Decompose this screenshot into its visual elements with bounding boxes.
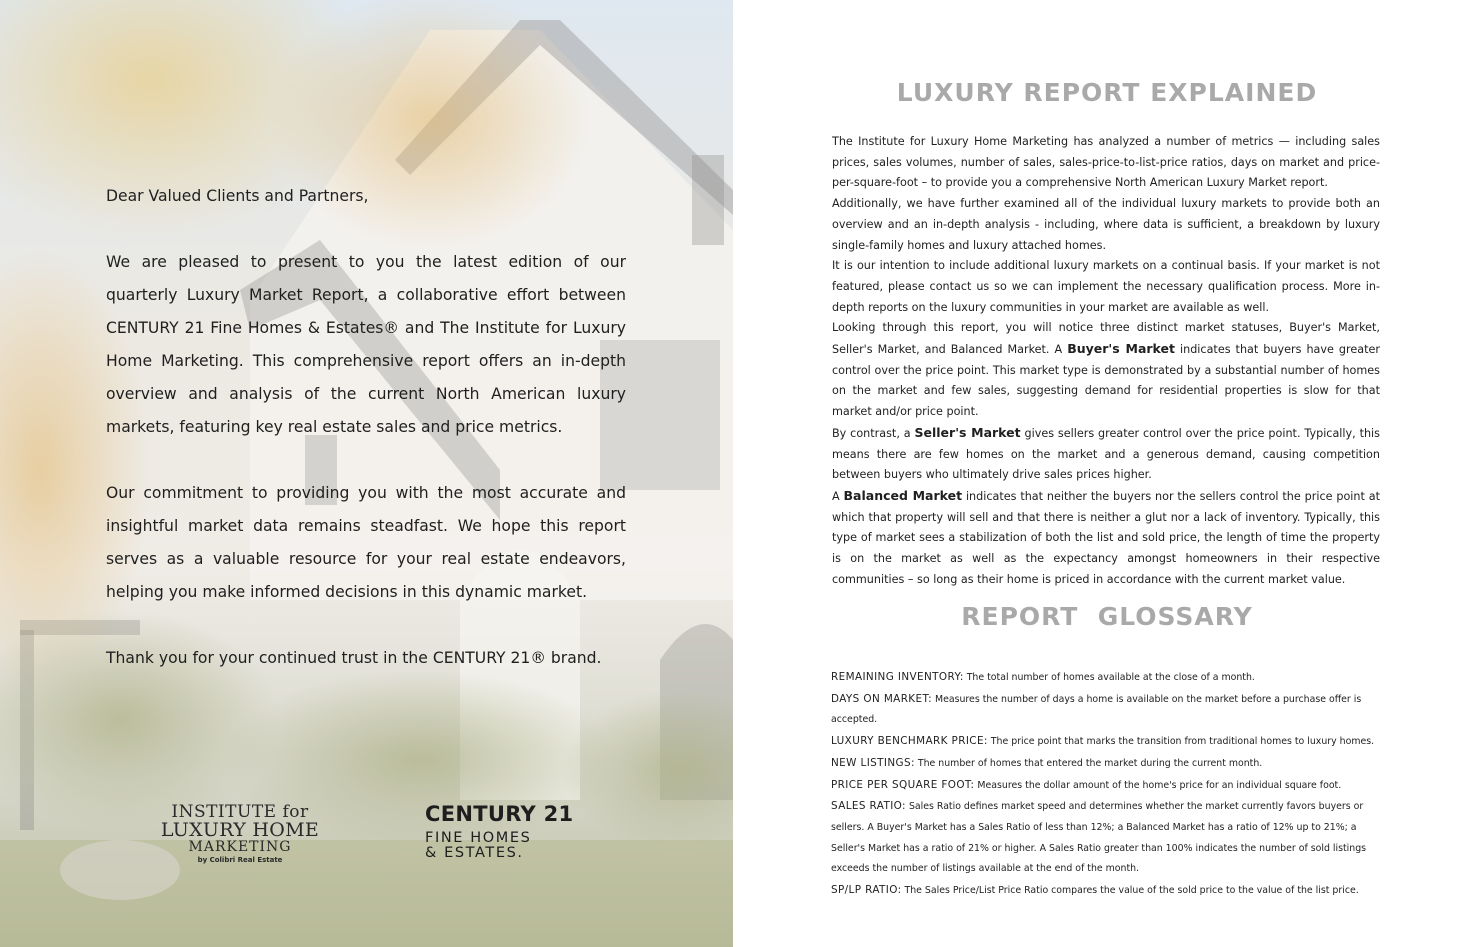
glossary-item [831, 689, 1383, 731]
letter-salutation: Dear Valued Clients and Partners, [106, 187, 369, 205]
glossary-item [831, 753, 1383, 775]
glossary-term: SALES RATIO: [831, 800, 906, 813]
letter-paragraph-2: Our commitment to providing you with the most accurate and insightful market data remains steadfast. We hope this report serves as a valuable resource for your real estate endeavors, helping you make informed decisions in this dynamic market. [106, 484, 626, 601]
glossary-item [831, 731, 1383, 753]
report-glossary-title: REPORT GLOSSARY [961, 602, 1253, 631]
glossary-term: NEW LISTINGS: [831, 756, 915, 769]
glossary-list [831, 667, 1383, 902]
glossary-definition: The price point that marks the transition from traditional homes to luxury homes. [987, 736, 1375, 748]
century21-logo-line-3: & ESTATES. [425, 844, 524, 861]
explained-p6-text-a: A [832, 489, 844, 503]
glossary-item [831, 880, 1383, 902]
institute-logo-line-1: INSTITUTE for [171, 802, 309, 822]
glossary-item [831, 775, 1383, 797]
glossary-term: REMAINING INVENTORY: [831, 671, 964, 683]
century21-logo-line-2: FINE HOMES [425, 830, 532, 846]
institute-logo-line-2: LUXURY HOME [160, 819, 320, 841]
letter-paragraph-1: We are pleased to present to you the latest edition of our quarterly Luxury Market Report, a collaborative effort between CENTURY 21 Fine Homes & Estates® and The Institute for Luxury Home Marketing. This comprehensive report offers an in-depth overview and analysis of the current North American luxury markets, featuring key real estate sales and price metrics. [106, 253, 626, 436]
buyers-market-term: Buyer's Market [1067, 341, 1175, 357]
glossary-definition: Measures the number of days a home is available on the market before a purchase offer is accepted. [831, 693, 1362, 726]
right-page [733, 0, 1465, 947]
glossary-item [831, 667, 1383, 689]
glossary-definition: Sales Ratio defines market speed and determines whether the market currently favors buyers or sellers. A Buyer's Market has a Sales Ratio of less than 12%; a Balanced Market has a ratio of 12% up to 21%; a Seller's Market has a ratio of 21% or higher. A Sales Ratio greater than 100% indicates the number of sold listings exceeds the number of listings available at the end of the month. [831, 801, 1367, 875]
explained-paragraph-2: Additionally, we have further examined all of the individual luxury markets to provide both an overview and an in-depth analysis - including, where data is sufficient, a breakdown by luxury single-family homes and luxury attached homes. [832, 197, 1380, 252]
institute-logo-line-4: by Colibri Real Estate [197, 856, 283, 864]
explained-p4-text-b: indicates that buyers have greater control over the price point. This market type is demonstrated by a substantial number of homes on the market and few sales, suggesting demand for residential properties is slow for that market and/or price point. [832, 343, 1380, 419]
explained-paragraph-6 [832, 486, 1380, 591]
glossary-term: PRICE PER SQUARE FOOT: [831, 778, 975, 791]
institute-luxury-home-marketing-logo [150, 804, 330, 864]
glossary-definition: The number of homes that entered the market during the current month. [914, 757, 1263, 769]
sellers-market-term: Seller's Market [914, 424, 1021, 440]
welcome-letter [106, 180, 626, 675]
luxury-report-explained-title: LUXURY REPORT EXPLAINED [896, 78, 1318, 107]
glossary-item [831, 796, 1383, 880]
glossary-term: DAYS ON MARKET: [831, 692, 932, 705]
glossary-definition: The Sales Price/List Price Ratio compares the value of the sold price to the value of the list price. [901, 885, 1359, 897]
explained-p4-text-a: Looking through this report, you will notice three distinct market statuses, Buyer's Market, Seller's Market, and Balanced Market. A [832, 321, 1380, 357]
explained-p5-text-a: By contrast, a [832, 426, 915, 440]
explained-paragraph-1: The Institute for Luxury Home Marketing has analyzed a number of metrics — including sales prices, sales volumes, number of sales, sales-price-to-list-price ratios, days on market and price-per-square-foot – to provide you a comprehensive North American Luxury Market report. [832, 135, 1380, 190]
explained-paragraph-5 [832, 423, 1380, 486]
balanced-market-term: Balanced Market [843, 487, 963, 503]
glossary-definition: Measures the dollar amount of the home's price for an individual square foot. [974, 779, 1342, 791]
century21-logo-line-1: CENTURY 21 [425, 802, 574, 826]
explained-paragraph-3: It is our intention to include additional luxury markets on a continual basis. If your market is not featured, please contact us so we can implement the necessary qualification process. More in-depth reports on the luxury communities in your market are available as well. [832, 259, 1380, 314]
glossary-term: LUXURY BENCHMARK PRICE: [831, 735, 988, 748]
luxury-report-explained-body [832, 132, 1380, 590]
century21-fine-homes-logo [425, 804, 585, 860]
glossary-definition: The total number of homes available at the close of a month. [963, 672, 1255, 683]
letter-paragraph-3: Thank you for your continued trust in the CENTURY 21® brand. [106, 649, 602, 667]
explained-p6-text-b: indicates that neither the buyers nor the sellers control the price point at which that property will sell and that there is neither a glut nor a lack of inventory. Typically, this type of market sees a stabilization of both the list and sold price, the length of time the property is on the market as well as the expectancy amongst homeowners in their respective communities – so long as their home is priced in accordance with the current market value. [832, 489, 1380, 586]
explained-p5-text-b: gives sellers greater control over the price point. Typically, this means there are few homes on the market and a generous demand, causing competition between buyers who ultimately drive sales prices higher. [832, 426, 1380, 482]
explained-paragraph-4 [832, 318, 1380, 423]
glossary-term: SP/LP RATIO: [831, 884, 902, 897]
institute-logo-line-3: MARKETING [188, 839, 292, 855]
